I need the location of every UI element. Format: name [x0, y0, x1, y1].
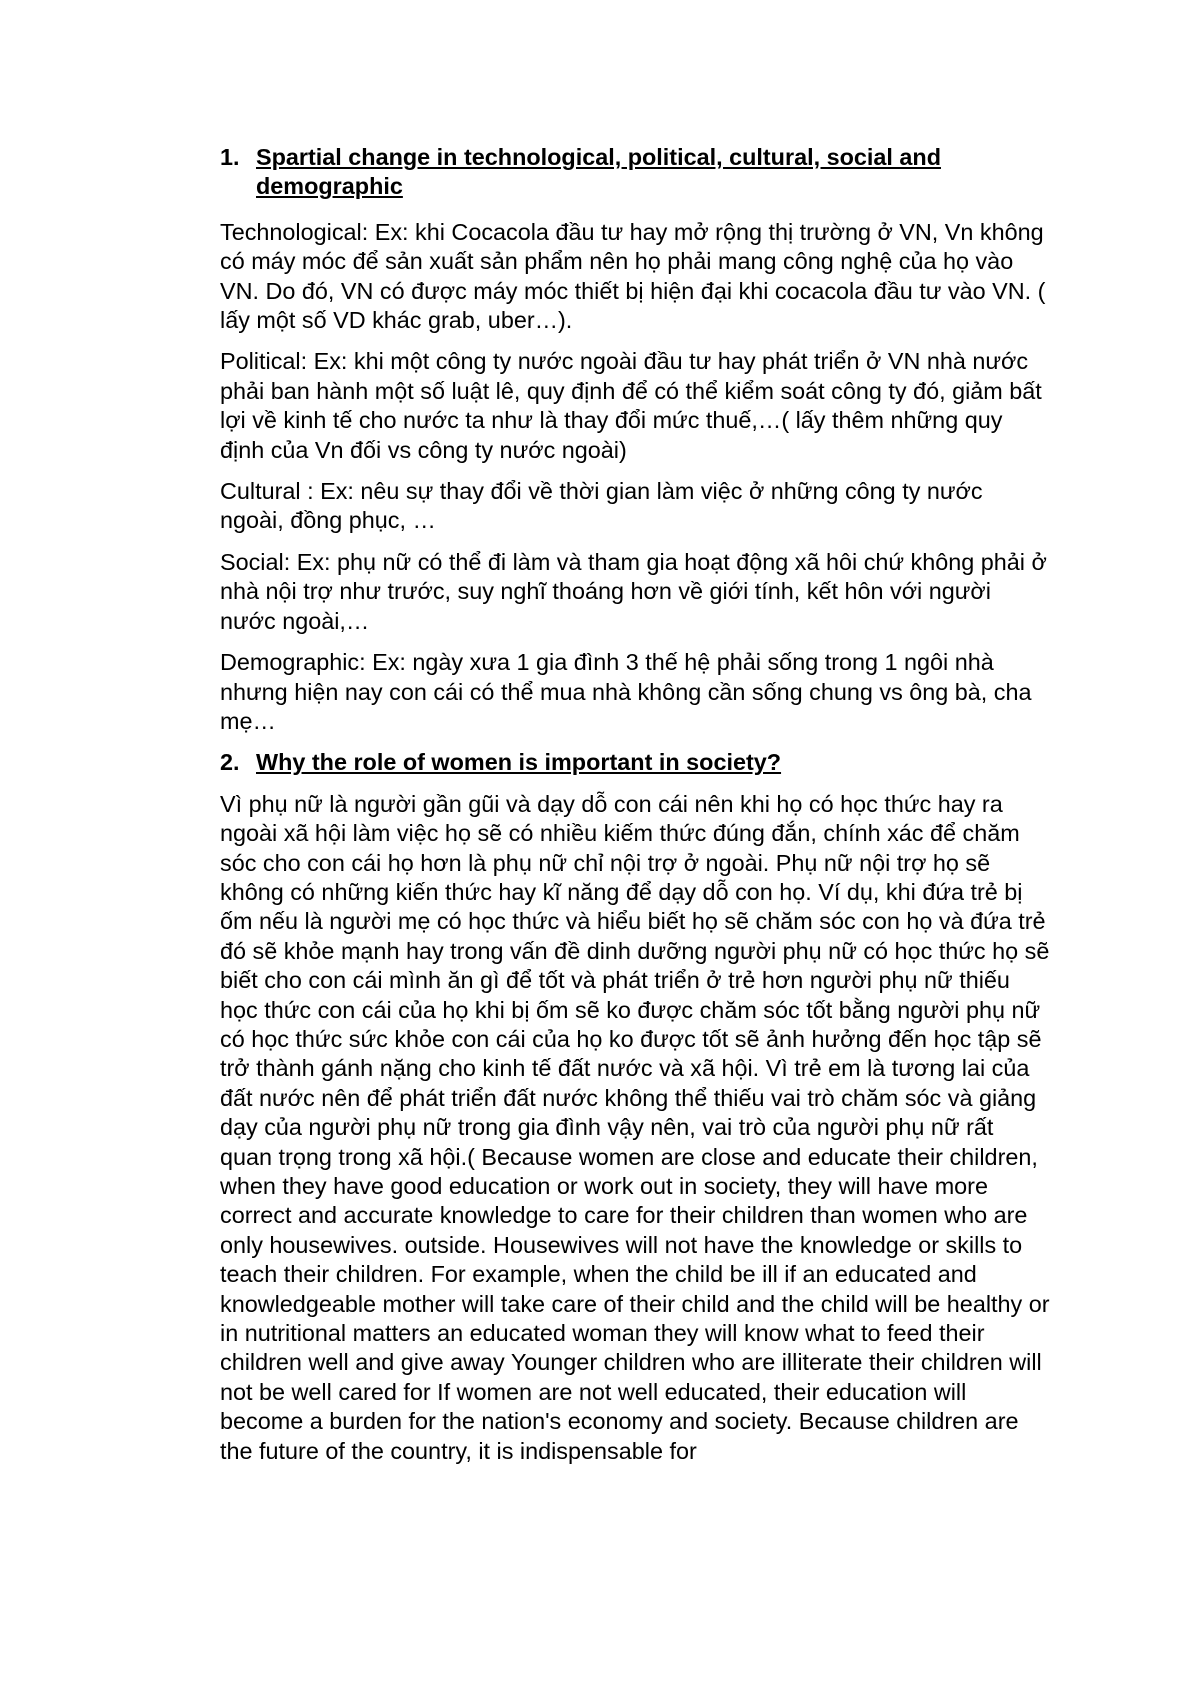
section-1-number: 1. — [220, 144, 240, 170]
paragraph-role-of-women: Vì phụ nữ là người gần gũi và dạy dỗ con cái nên khi họ có học thức hay ra ngoài xã hội làm việc họ sẽ có nhiều kiếm thức đúng đắn, chính xác để chăm sóc cho con cái họ hơn là phụ nữ chỉ nội trợ ở ngoài. Phụ nữ nội trợ họ sẽ không có những kiến thức hay kĩ năng để dạy dỗ con họ. Ví dụ, khi đứa trẻ bị ốm nếu là người mẹ có học thức và hiểu biết họ sẽ chăm sóc con họ và đứa trẻ đó sẽ khỏe mạnh hay trong vấn đề dinh dưỡng người phụ nữ có học thức họ sẽ biết cho con cái mình ăn gì để tốt và phát triển ở trẻ hơn người phụ nữ thiếu học thức con cái của họ khi bị ốm sẽ ko được chăm sóc tốt bằng người phụ nữ có học thức sức khỏe con cái của họ ko được tốt sẽ ảnh hưởng đến học tập sẽ trở thành gánh nặng cho kinh tế đất nước và xã hội. Vì trẻ em là tương lai của đất nước nên để phát triển đất nước không thể thiếu vai trò chăm sóc và giảng dạy của người phụ nữ trong gia đình vậy nên, vai trò của người phụ nữ rất quan trọng trong xã hội.( Because women are close and educate their children, when they have good education or work out in society, they will have more correct and accurate knowledge to care for their children than women who are only housewives. outside. Housewives will not have the knowledge or skills to teach their children. For example, when the child be ill if an educated and knowledgeable mother will take care of their child and the child will be healthy or in nutritional matters an educated woman they will know what to feed their children well and give away Younger children who are illiterate their children will not be well cared for If women are not well educated, their education will become a burden for the nation's economy and society. Because children are the future of the country, it is indispensable for — [220, 790, 1050, 1464]
section-2-heading — [220, 748, 1050, 777]
paragraph-technological: Technological: Ex: khi Cocacola đầu tư hay mở rộng thị trường ở VN, Vn không có máy móc để sản xuất sản phẩm nên họ phải mang công nghệ của họ vào VN. Do đó, VN có được máy móc thiết bị hiện đại khi cocacola đầu tư vào VN. ( lấy một số VD khác grab, uber…). — [220, 218, 1046, 334]
section-1-heading — [220, 143, 1050, 202]
section-2-title: Why the role of women is important in society? — [256, 749, 782, 776]
document-content — [220, 143, 1050, 1478]
paragraph-cultural: Cultural : Ex: nêu sự thay đổi về thời gian làm việc ở những công ty nước ngoài, đồng phục, … — [220, 478, 983, 534]
paragraph-social: Social: Ex: phụ nữ có thể đi làm và tham gia hoạt động xã hôi chứ không phải ở nhà nội trợ như trước, suy nghĩ thoáng hơn về giới tính, kết hôn với người nước ngoài,… — [220, 548, 1047, 634]
paragraph-political: Political: Ex: khi một công ty nước ngoài đầu tư hay phát triển ở VN nhà nước phải ban hành một số luật lê, quy định để có thể kiểm soát công ty đó, giảm bất lợi về kinh tế cho nước ta như là thay đổi mức thuế,…( lấy thêm những quy định của Vn đối vs công ty nước ngoài) — [220, 348, 1042, 463]
section-1-title: Spartial change in technological, political, cultural, social and demographic — [256, 144, 941, 200]
paragraph-demographic: Demographic: Ex: ngày xưa 1 gia đình 3 thế hệ phải sống trong 1 ngôi nhà nhưng hiện nay con cái có thể mua nhà không cần sống chung vs ông bà, cha mẹ… — [220, 649, 1032, 734]
section-2-number: 2. — [220, 749, 240, 776]
